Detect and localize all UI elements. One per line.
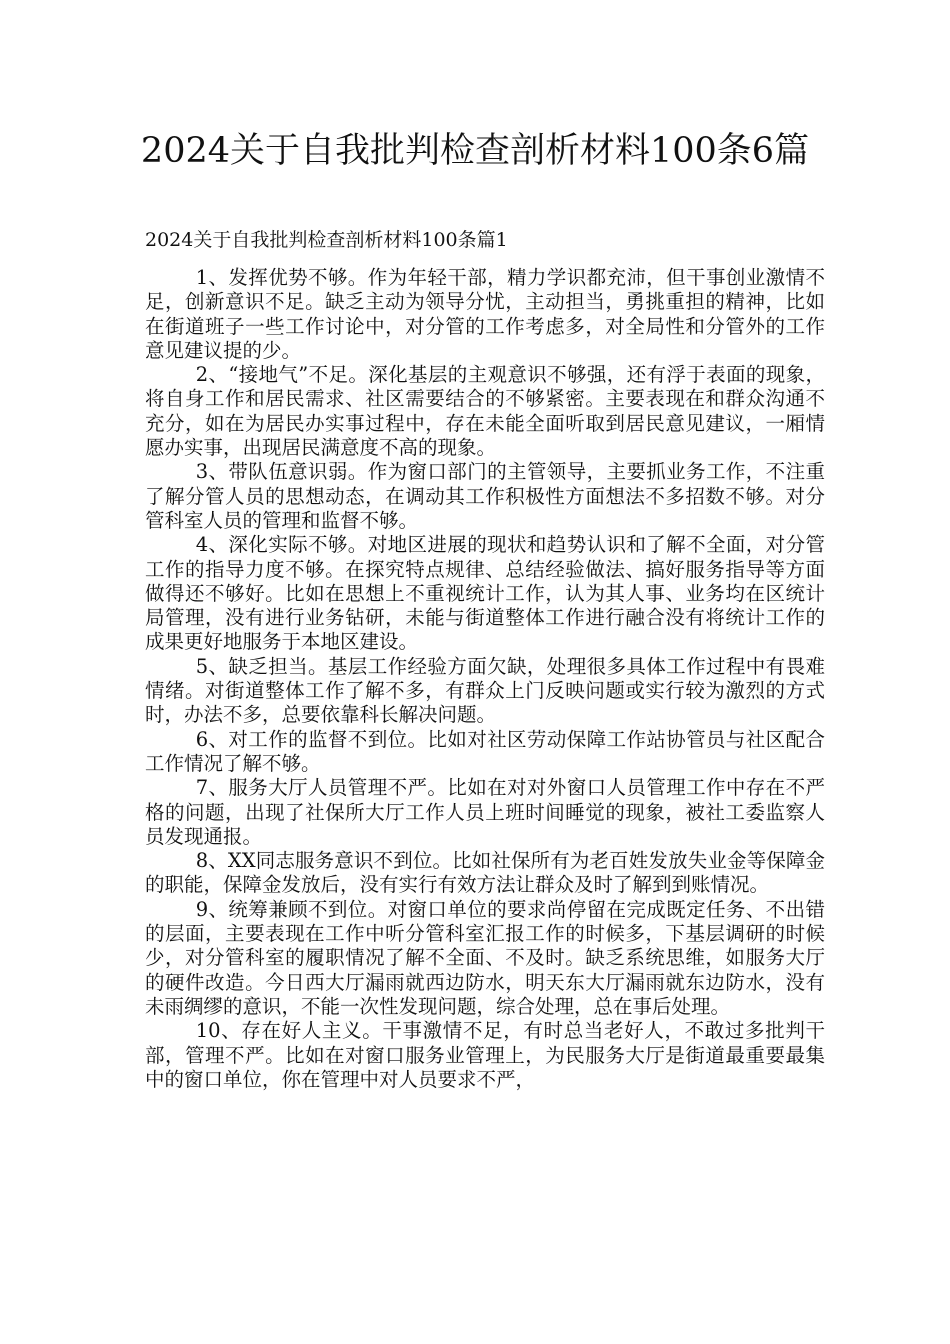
paragraph: 5、缺乏担当。基层工作经验方面欠缺，处理很多具体工作过程中有畏难情绪。对街道整体工作了解不多，有群众上门反映问题或实行较为激烈的方式时，办法不多，总要依靠科长解决问题。 [145,654,825,727]
paragraph: 6、对工作的监督不到位。比如对社区劳动保障工作站协管员与社区配合工作情况了解不够。 [145,727,825,775]
paragraph: 3、带队伍意识弱。作为窗口部门的主管领导，主要抓业务工作，不注重了解分管人员的思想动态，在调动其工作积极性方面想法不多招数不够。对分管科室人员的管理和监督不够。 [145,460,825,532]
paragraph: 9、统筹兼顾不到位。对窗口单位的要求尚停留在完成既定任务、不出错的层面，主要表现在工作中听分管科室汇报工作的时候多，下基层调研的时候少，对分管科室的履职情况了解不全面、不及时。缺乏系统思维，如服务大厅的硬件改造。今日西大厅漏雨就西边防水，明天东大厅漏雨就东边防水，没有未雨绸缪的意识，不能一次性发现问题，综合处理，总在事后处理。 [145,897,825,1018]
document-body [145,266,825,1092]
document-title: 2024关于自我批判检查剖析材料100条6篇 [140,131,810,171]
paragraph: 10、存在好人主义。干事激情不足，有时总当老好人，不敢过多批判干部，管理不严。比如在对窗口服务业管理上，为民服务大厅是街道最重要最集中的窗口单位，你在管理中对人员要求不严， [145,1019,825,1091]
paragraph: 1、发挥优势不够。作为年轻干部，精力学识都充沛，但干事创业激情不足，创新意识不足。缺乏主动为领导分忧，主动担当，勇挑重担的精神，比如在街道班子一些工作讨论中，对分管的工作考虑多，对全局性和分管外的工作意见建议提的少。 [145,266,825,362]
paragraph: 4、深化实际不够。对地区进展的现状和趋势认识和了解不全面，对分管工作的指导力度不够。在探究特点规律、总结经验做法、搞好服务指导等方面做得还不够好。比如在思想上不重视统计工作，认为其人事、业务均在区统计局管理，没有进行业务钻研，未能与街道整体工作进行融合没有将统计工作的成果更好地服务于本地区建设。 [145,533,825,654]
paragraph: 2、“接地气”不足。深化基层的主观意识不够强，还有浮于表面的现象，将自身工作和居民需求、社区需要结合的不够紧密。主要表现在和群众沟通不充分，如在为居民办实事过程中，存在未能全面听取到居民意见建议，一厢情愿办实事，出现居民满意度不高的现象。 [145,363,825,460]
paragraph: 7、服务大厅人员管理不严。比如在对对外窗口人员管理工作中存在不严格的问题，出现了社保所大厅工作人员上班时间睡觉的现象，被社工委监察人员发现通报。 [145,776,825,848]
paragraph: 8、XX同志服务意识不到位。比如社保所有为老百姓发放失业金等保障金的职能，保障金发放后，没有实行有效方法让群众及时了解到到账情况。 [145,849,825,897]
document-subtitle: 2024关于自我批判检查剖析材料100条篇1 [145,229,508,251]
